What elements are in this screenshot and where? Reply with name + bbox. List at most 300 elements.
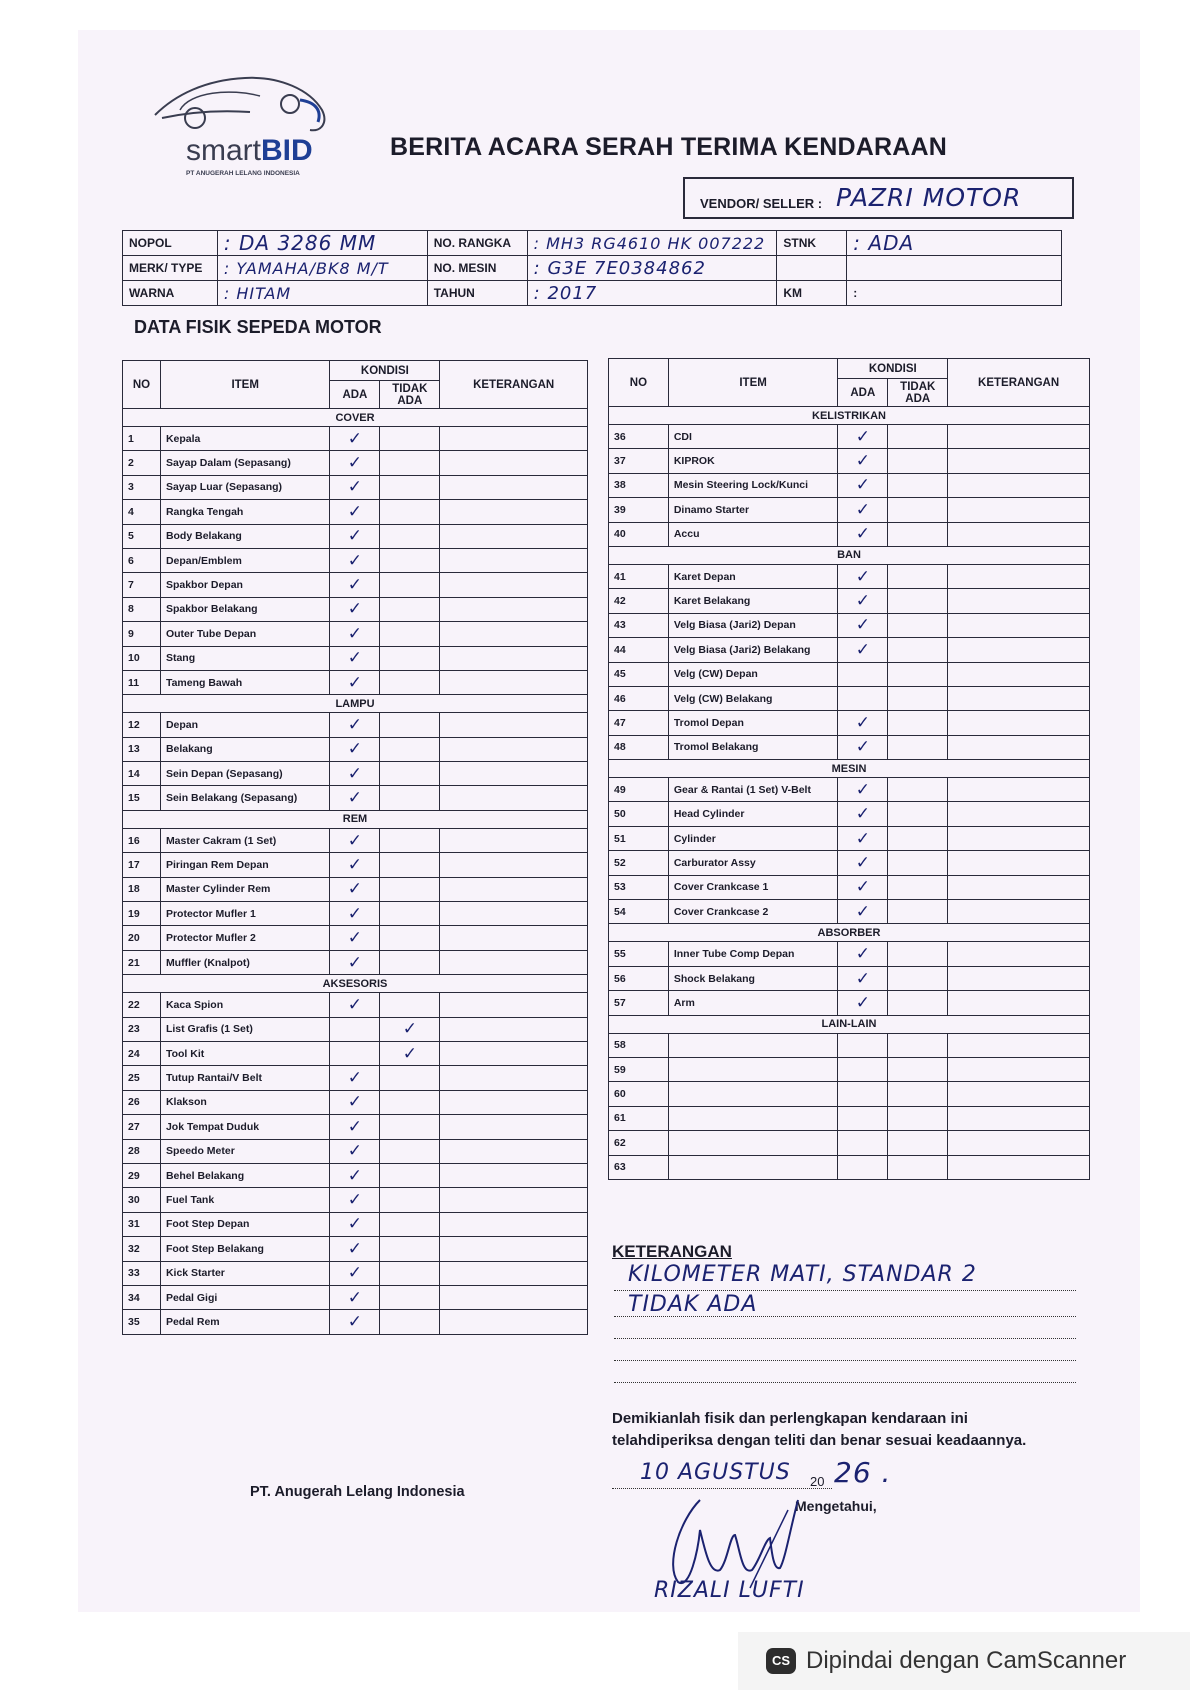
row-item: Shock Belakang <box>668 966 838 990</box>
tidak-ada-check <box>380 1237 440 1261</box>
section-label: BAN <box>609 546 1090 564</box>
keterangan-cell <box>948 498 1090 522</box>
ada-check: ✓ <box>330 877 380 901</box>
row-item: Muffler (Knalpot) <box>160 950 330 974</box>
table-row <box>123 1310 588 1334</box>
tidak-ada-check <box>380 902 440 926</box>
ada-check: ✓ <box>838 826 888 850</box>
section-label: REM <box>123 810 588 828</box>
ada-check: ✓ <box>330 646 380 670</box>
keterangan-cell <box>948 851 1090 875</box>
row-number: 62 <box>609 1131 669 1155</box>
row-item: Pedal Rem <box>160 1310 330 1334</box>
section-label: AKSESORIS <box>123 975 588 993</box>
nopol-label: NOPOL <box>123 231 218 256</box>
tidak-ada-check <box>380 1285 440 1309</box>
row-number: 19 <box>123 902 161 926</box>
keterangan-cell <box>440 993 588 1017</box>
row-item: Accu <box>668 522 838 546</box>
section-title: DATA FISIK SEPEDA MOTOR <box>134 317 382 337</box>
ada-check: ✓ <box>838 711 888 735</box>
row-number: 51 <box>609 826 669 850</box>
keterangan-cell <box>440 1261 588 1285</box>
tidak-ada-check <box>380 670 440 694</box>
signature <box>660 1490 810 1590</box>
tidak-ada-check <box>888 875 948 899</box>
row-item: Protector Mufler 1 <box>160 902 330 926</box>
tidak-ada-check <box>380 1163 440 1187</box>
row-number: 45 <box>609 662 669 686</box>
tidak-ada-check <box>380 762 440 786</box>
section-row <box>609 407 1090 425</box>
keterangan-cell <box>948 662 1090 686</box>
tidak-ada-check <box>888 473 948 497</box>
row-item: Kaca Spion <box>160 993 330 1017</box>
table-row <box>609 589 1090 613</box>
tidak-ada-check <box>888 711 948 735</box>
keterangan-cell <box>948 564 1090 588</box>
row-item: Rangka Tengah <box>160 500 330 524</box>
table-row <box>609 711 1090 735</box>
table-row <box>609 1033 1090 1057</box>
row-number: 27 <box>123 1115 161 1139</box>
row-item: Velg Biasa (Jari2) Depan <box>668 613 838 637</box>
logo-wordmark: smartBID <box>186 134 313 167</box>
tidak-ada-check <box>380 1090 440 1114</box>
tidak-ada-check <box>888 1082 948 1106</box>
tidak-ada-check <box>380 1066 440 1090</box>
table-row <box>123 427 588 451</box>
tidak-ada-check <box>380 713 440 737</box>
header-no: NO <box>609 359 669 407</box>
row-number: 24 <box>123 1041 161 1065</box>
ada-check: ✓ <box>838 900 888 924</box>
camscanner-icon: CS <box>766 1648 796 1674</box>
ada-check: ✓ <box>330 475 380 499</box>
table-row <box>609 1106 1090 1130</box>
row-item: Inner Tube Comp Depan <box>668 942 838 966</box>
tidak-ada-check <box>380 646 440 670</box>
keterangan-cell <box>440 1212 588 1236</box>
tidak-ada-check <box>380 993 440 1017</box>
tidak-ada-check <box>380 1139 440 1163</box>
tidak-ada-check <box>888 778 948 802</box>
tidak-ada-check <box>380 597 440 621</box>
section-label: COVER <box>123 409 588 427</box>
table-row <box>123 1188 588 1212</box>
keterangan-cell <box>948 449 1090 473</box>
table-row <box>609 826 1090 850</box>
tidak-ada-check <box>888 851 948 875</box>
row-number: 38 <box>609 473 669 497</box>
keterangan-cell <box>440 646 588 670</box>
table-row <box>609 522 1090 546</box>
section-label: KELISTRIKAN <box>609 407 1090 425</box>
section-label: ABSORBER <box>609 924 1090 942</box>
keterangan-cell <box>440 1188 588 1212</box>
row-number: 5 <box>123 524 161 548</box>
row-number: 49 <box>609 778 669 802</box>
vendor-value: PAZRI MOTOR <box>836 183 1022 212</box>
keterangan-cell <box>440 737 588 761</box>
row-item: Tameng Bawah <box>160 670 330 694</box>
row-number: 43 <box>609 613 669 637</box>
keterangan-cell <box>440 451 588 475</box>
table-row <box>123 926 588 950</box>
table-row <box>609 425 1090 449</box>
keterangan-cell <box>440 950 588 974</box>
row-number: 20 <box>123 926 161 950</box>
row-item: Tool Kit <box>160 1041 330 1065</box>
keterangan-cell <box>440 1066 588 1090</box>
ada-check: ✓ <box>838 735 888 759</box>
note-line-1: KILOMETER MATI, STANDAR 2 <box>628 1262 977 1287</box>
table-row <box>609 662 1090 686</box>
row-item: Sein Depan (Sepasang) <box>160 762 330 786</box>
keterangan-cell <box>948 425 1090 449</box>
tidak-ada-check <box>888 735 948 759</box>
ada-check: ✓ <box>838 875 888 899</box>
tidak-ada-check <box>888 826 948 850</box>
row-item: Spakbor Belakang <box>160 597 330 621</box>
signer-name: RIZALI LUFTI <box>654 1578 805 1603</box>
keterangan-cell <box>948 1057 1090 1081</box>
section-label: LAIN-LAIN <box>609 1015 1090 1033</box>
table-row <box>123 902 588 926</box>
row-item: Sayap Luar (Sepasang) <box>160 475 330 499</box>
table-row <box>609 638 1090 662</box>
row-item: Cylinder <box>668 826 838 850</box>
table-row <box>123 737 588 761</box>
row-number: 13 <box>123 737 161 761</box>
table-row <box>123 573 588 597</box>
table-row <box>123 451 588 475</box>
table-row <box>123 475 588 499</box>
year-prefix: 20 <box>810 1474 825 1489</box>
ada-check: ✓ <box>330 524 380 548</box>
row-item: Cover Crankcase 1 <box>668 875 838 899</box>
row-item: Master Cakram (1 Set) <box>160 828 330 852</box>
keterangan-cell <box>948 1131 1090 1155</box>
tidak-ada-check <box>380 1115 440 1139</box>
header-tidak-ada: TIDAK ADA <box>380 381 440 409</box>
keterangan-cell <box>440 500 588 524</box>
row-item: List Grafis (1 Set) <box>160 1017 330 1041</box>
tidak-ada-check <box>888 564 948 588</box>
tidak-ada-check <box>380 548 440 572</box>
row-number: 35 <box>123 1310 161 1334</box>
tidak-ada-check <box>380 853 440 877</box>
row-item: Mesin Steering Lock/Kunci <box>668 473 838 497</box>
row-number: 12 <box>123 713 161 737</box>
ada-check: ✓ <box>838 851 888 875</box>
section-row <box>609 546 1090 564</box>
ada-check: ✓ <box>330 1115 380 1139</box>
table-row <box>609 1082 1090 1106</box>
row-item: Head Cylinder <box>668 802 838 826</box>
row-number: 36 <box>609 425 669 449</box>
header-kondisi: KONDISI <box>838 359 948 379</box>
ada-check: ✓ <box>330 737 380 761</box>
row-item: Tromol Belakang <box>668 735 838 759</box>
ada-check: ✓ <box>838 425 888 449</box>
mesin-label: NO. MESIN <box>427 256 527 281</box>
row-item: Depan/Emblem <box>160 548 330 572</box>
table-row <box>123 500 588 524</box>
row-number: 40 <box>609 522 669 546</box>
table-row <box>123 646 588 670</box>
table-row <box>123 524 588 548</box>
table-row <box>123 1017 588 1041</box>
row-item: Fuel Tank <box>160 1188 330 1212</box>
tidak-ada-check <box>888 425 948 449</box>
dotted-line <box>614 1382 1076 1383</box>
keterangan-cell <box>440 1310 588 1334</box>
header-keterangan: KETERANGAN <box>440 361 588 409</box>
ada-check: ✓ <box>330 500 380 524</box>
row-number: 1 <box>123 427 161 451</box>
table-row <box>123 1115 588 1139</box>
table-row <box>123 1261 588 1285</box>
keterangan-cell <box>948 900 1090 924</box>
keterangan-cell <box>440 670 588 694</box>
table-row <box>123 670 588 694</box>
keterangan-cell <box>948 711 1090 735</box>
row-number: 3 <box>123 475 161 499</box>
row-item: Protector Mufler 2 <box>160 926 330 950</box>
header-kondisi: KONDISI <box>330 361 440 381</box>
camscanner-text: Dipindai dengan CamScanner <box>806 1647 1127 1674</box>
notes-label: KETERANGAN <box>612 1242 732 1261</box>
ada-check: ✓ <box>330 993 380 1017</box>
table-row <box>123 762 588 786</box>
tidak-ada-check <box>888 991 948 1015</box>
row-item: Piringan Rem Depan <box>160 853 330 877</box>
tidak-ada-check <box>380 1261 440 1285</box>
ada-check: ✓ <box>330 950 380 974</box>
section-row <box>123 810 588 828</box>
row-number: 56 <box>609 966 669 990</box>
header-ada: ADA <box>838 379 888 407</box>
ada-check: ✓ <box>838 778 888 802</box>
row-number: 30 <box>123 1188 161 1212</box>
row-number: 59 <box>609 1057 669 1081</box>
row-number: 4 <box>123 500 161 524</box>
tidak-ada-check <box>380 828 440 852</box>
table-row <box>609 613 1090 637</box>
row-number: 39 <box>609 498 669 522</box>
row-item <box>668 1033 838 1057</box>
ada-check <box>838 686 888 710</box>
row-number: 22 <box>123 993 161 1017</box>
row-item: Velg (CW) Depan <box>668 662 838 686</box>
tidak-ada-check <box>888 1033 948 1057</box>
keterangan-cell <box>948 991 1090 1015</box>
row-item <box>668 1106 838 1130</box>
table-row <box>123 1163 588 1187</box>
statement-line-2: telahdiperiksa dengan teliti dan benar sesuai keadaannya. <box>612 1432 1027 1449</box>
section-row <box>123 695 588 713</box>
row-item: Sein Belakang (Sepasang) <box>160 786 330 810</box>
tidak-ada-check <box>380 877 440 901</box>
keterangan-cell <box>440 1285 588 1309</box>
tidak-ada-check <box>888 900 948 924</box>
row-item: Tromol Depan <box>668 711 838 735</box>
ada-check: ✓ <box>330 1066 380 1090</box>
ada-check <box>838 1131 888 1155</box>
tidak-ada-check <box>380 451 440 475</box>
header-ada: ADA <box>330 381 380 409</box>
ada-check <box>838 1057 888 1081</box>
tidak-ada-check <box>888 449 948 473</box>
row-item: Speedo Meter <box>160 1139 330 1163</box>
row-number: 57 <box>609 991 669 1015</box>
ada-check: ✓ <box>330 573 380 597</box>
tidak-ada-check <box>380 926 440 950</box>
row-number: 53 <box>609 875 669 899</box>
keterangan-cell <box>948 802 1090 826</box>
row-item <box>668 1131 838 1155</box>
table-row <box>123 786 588 810</box>
row-number: 46 <box>609 686 669 710</box>
keterangan-cell <box>440 786 588 810</box>
row-item <box>668 1057 838 1081</box>
ada-check: ✓ <box>330 622 380 646</box>
statement-line-1: Demikianlah fisik dan perlengkapan kendaraan ini <box>612 1410 968 1427</box>
header-item: ITEM <box>160 361 330 409</box>
tidak-ada-check <box>380 475 440 499</box>
vendor-label: VENDOR/ SELLER : <box>700 196 823 211</box>
row-item: Sayap Dalam (Sepasang) <box>160 451 330 475</box>
tidak-ada-check <box>380 737 440 761</box>
table-row <box>609 498 1090 522</box>
ada-check: ✓ <box>838 589 888 613</box>
row-item: Velg (CW) Belakang <box>668 686 838 710</box>
section-label: MESIN <box>609 760 1090 778</box>
tahun-label: TAHUN <box>427 281 527 306</box>
table-row <box>123 1066 588 1090</box>
ada-check: ✓ <box>838 522 888 546</box>
row-item: Depan <box>160 713 330 737</box>
row-number: 26 <box>123 1090 161 1114</box>
table-row <box>609 851 1090 875</box>
ada-check: ✓ <box>838 966 888 990</box>
ada-check: ✓ <box>330 828 380 852</box>
row-item: Pedal Gigi <box>160 1285 330 1309</box>
ada-check: ✓ <box>838 613 888 637</box>
ada-check: ✓ <box>330 427 380 451</box>
tidak-ada-check <box>380 524 440 548</box>
row-item: Spakbor Depan <box>160 573 330 597</box>
keterangan-cell <box>440 1017 588 1041</box>
ada-check: ✓ <box>330 1261 380 1285</box>
ada-check: ✓ <box>330 853 380 877</box>
nopol-value: : DA 3286 MM <box>217 231 427 256</box>
table-row <box>123 1090 588 1114</box>
row-item: Cover Crankcase 2 <box>668 900 838 924</box>
table-row <box>123 1212 588 1236</box>
table-row <box>123 877 588 901</box>
header-keterangan: KETERANGAN <box>948 359 1090 407</box>
keterangan-cell <box>948 875 1090 899</box>
row-number: 50 <box>609 802 669 826</box>
row-number: 55 <box>609 942 669 966</box>
tidak-ada-check <box>888 1155 948 1179</box>
ada-check: ✓ <box>838 564 888 588</box>
tidak-ada-check <box>888 638 948 662</box>
tidak-ada-check <box>380 573 440 597</box>
keterangan-cell <box>948 826 1090 850</box>
blank-cell <box>777 256 847 281</box>
keterangan-cell <box>948 686 1090 710</box>
row-item: Klakson <box>160 1090 330 1114</box>
ada-check: ✓ <box>330 1188 380 1212</box>
keterangan-cell <box>948 473 1090 497</box>
row-number: 9 <box>123 622 161 646</box>
year-value: 26 . <box>834 1456 892 1489</box>
vehicle-info-table <box>122 230 1062 306</box>
row-number: 63 <box>609 1155 669 1179</box>
ada-check: ✓ <box>330 1310 380 1334</box>
row-item: Kepala <box>160 427 330 451</box>
keterangan-cell <box>440 713 588 737</box>
tidak-ada-check <box>888 1106 948 1130</box>
row-item: Dinamo Starter <box>668 498 838 522</box>
ada-check: ✓ <box>330 1212 380 1236</box>
ada-check: ✓ <box>330 1139 380 1163</box>
row-item: KIPROK <box>668 449 838 473</box>
tidak-ada-check <box>380 1188 440 1212</box>
ada-check: ✓ <box>330 902 380 926</box>
table-row <box>123 548 588 572</box>
table-row <box>123 597 588 621</box>
company-name: PT. Anugerah Lelang Indonesia <box>250 1484 465 1500</box>
row-item <box>668 1155 838 1179</box>
row-item: Gear & Rantai (1 Set) V-Belt <box>668 778 838 802</box>
tidak-ada-check: ✓ <box>380 1017 440 1041</box>
table-row <box>609 966 1090 990</box>
keterangan-cell <box>440 548 588 572</box>
table-row <box>123 1237 588 1261</box>
row-item <box>668 1082 838 1106</box>
table-row <box>609 942 1090 966</box>
row-item: Arm <box>668 991 838 1015</box>
row-number: 32 <box>123 1237 161 1261</box>
table-row <box>123 622 588 646</box>
tidak-ada-check: ✓ <box>380 1041 440 1065</box>
row-number: 31 <box>123 1212 161 1236</box>
tidak-ada-check <box>888 1057 948 1081</box>
keterangan-cell <box>440 853 588 877</box>
row-item: CDI <box>668 425 838 449</box>
ada-check: ✓ <box>330 1285 380 1309</box>
section-label: LAMPU <box>123 695 588 713</box>
section-row <box>123 409 588 427</box>
tidak-ada-check <box>380 1212 440 1236</box>
keterangan-cell <box>440 427 588 451</box>
row-item: Body Belakang <box>160 524 330 548</box>
checklist-right-body <box>609 407 1090 1180</box>
keterangan-cell <box>440 475 588 499</box>
tidak-ada-check <box>888 589 948 613</box>
row-item: Velg Biasa (Jari2) Belakang <box>668 638 838 662</box>
row-item: Tutup Rantai/V Belt <box>160 1066 330 1090</box>
tidak-ada-check <box>888 613 948 637</box>
km-value: : <box>847 281 1062 306</box>
table-row <box>609 900 1090 924</box>
document-title: BERITA ACARA SERAH TERIMA KENDARAAN <box>390 133 947 161</box>
ada-check <box>838 1082 888 1106</box>
